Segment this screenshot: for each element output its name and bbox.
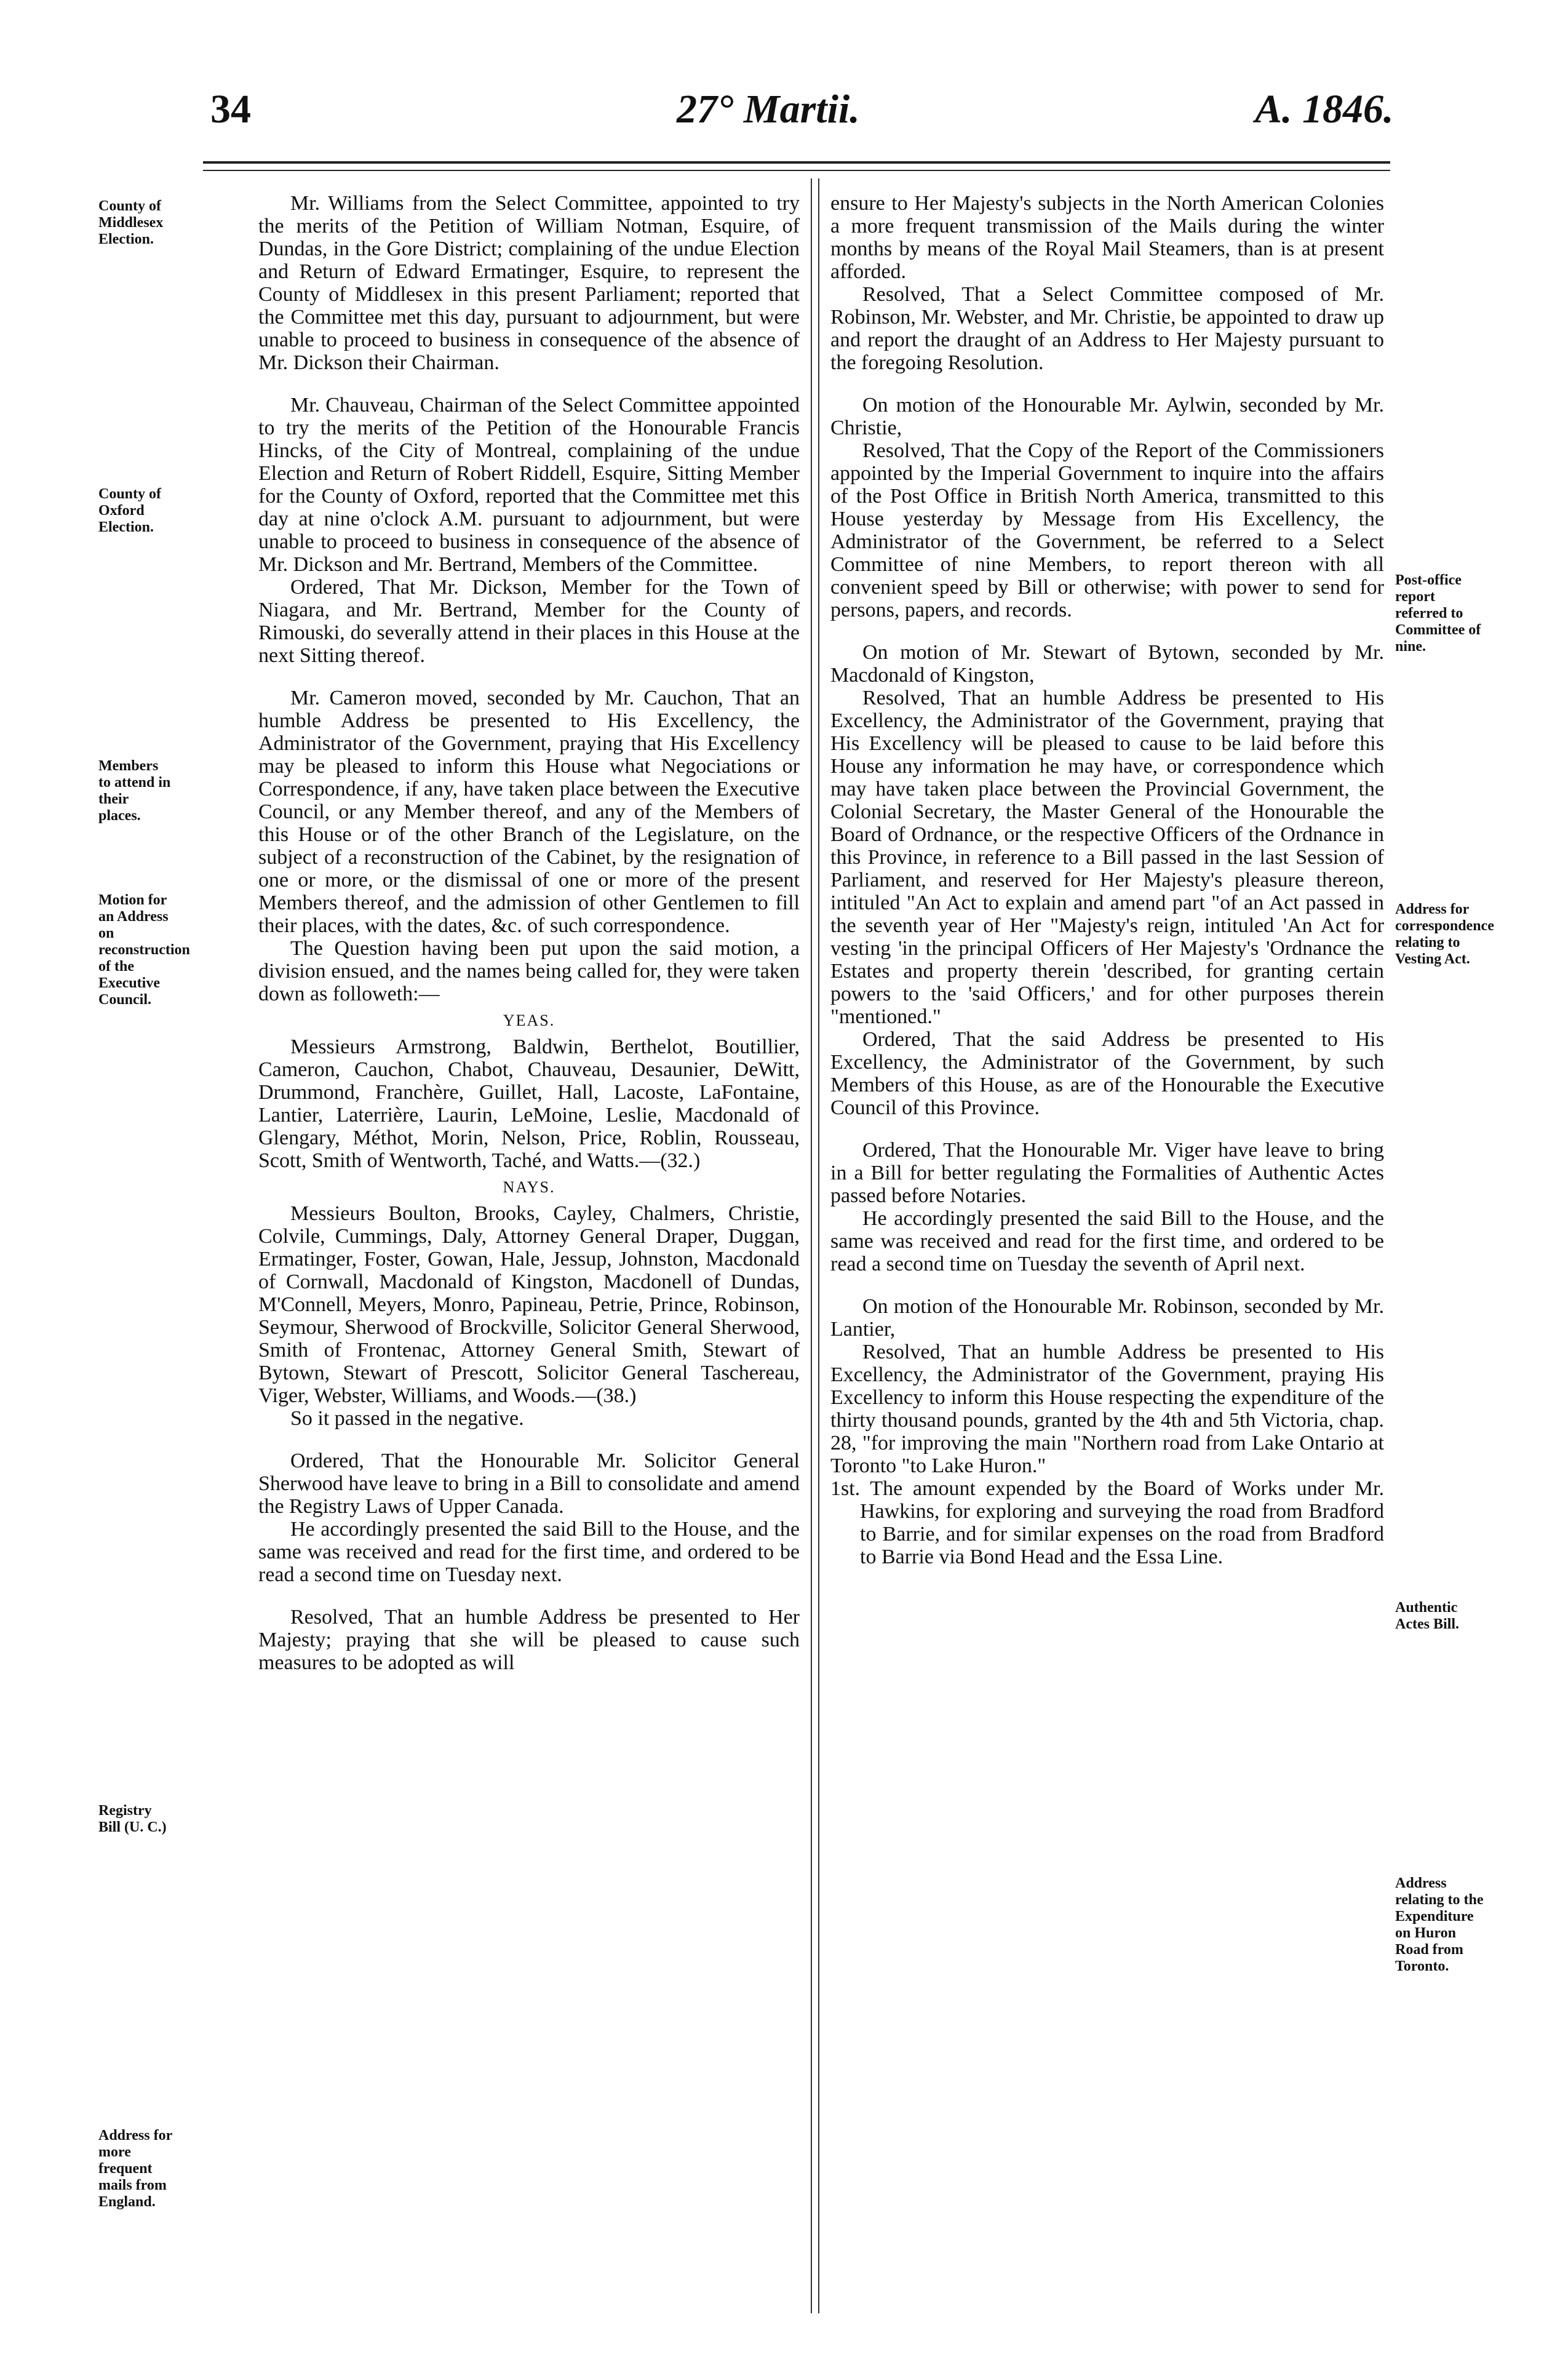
paragraph: Ordered, That the Honourable Mr. Solicitor General Sherwood have leave to bring in a Bill to consolidate and amend the Registry Laws of Upper Canada. (258, 1450, 800, 1518)
paragraph: 1st. The amount expended by the Board of Works under Mr. Hawkins, for exploring and surveying the road from Bradford to Barrie, and for similar expenses on the road from Bradford to Barrie via Bond Head and the Essa Line. (830, 1477, 1384, 1568)
paragraph: He accordingly presented the said Bill to the House, and the same was received and read for the first time, and ordered to be read a second time on Tuesday next. (258, 1518, 800, 1586)
nays-list: Messieurs Boulton, Brooks, Cayley, Chalmers, Christie, Colvile, Cummings, Daly, Attorney General Draper, Duggan, Ermatinger, Foster, Gowan, Hale, Jessup, Johnston, Macdonald of Cornwall, Macdonald of Kingston, Macdonell of Dundas, M'Connell, Meyers, Monro, Papineau, Petrie, Prince, Robinson, Seymour, Sherwood of Brockville, Solicitor General Sherwood, Smith of Frontenac, Attorney General Smith, Stewart of Bytown, Stewart of Prescott, Solicitor General Taschereau, Viger, Webster, Williams, and Woods.—(38.) (258, 1202, 800, 1407)
margin-note: Authentic Actes Bill. (1395, 1600, 1459, 1632)
yeas-list: Messieurs Armstrong, Baldwin, Berthelot, Boutillier, Cameron, Cauchon, Chabot, Chauveau, Desaunier, DeWitt, Drummond, Franchère, Guillet, Hall, Lacoste, LaFontaine, Lantier, Laterrière, Laurin, LeMoine, Leslie, Macdonald of Glengary, Méthot, Morin, Nelson, Price, Roblin, Rousseau, Scott, Smith of Wentworth, Taché, and Watts.—(32.) (258, 1035, 800, 1172)
margin-note: Address relating to the Expenditure on Huron Road from Toronto. (1395, 1875, 1484, 1974)
margin-note: Post-office report referred to Committee of nine. (1395, 572, 1481, 655)
header-rule-thin (203, 170, 1390, 171)
paragraph: On motion of the Honourable Mr. Robinson, seconded by Mr. Lantier, (830, 1295, 1384, 1341)
page-number: 34 (210, 87, 251, 132)
margin-note: Members to attend in their places. (98, 758, 171, 824)
paragraph: Ordered, That the said Address be presented to His Excellency, the Administrator of the Government, by such Members of this House, as are of the Honourable the Executive Council of this Province. (830, 1028, 1384, 1119)
paragraph: Resolved, That the Copy of the Report of the Commissioners appointed by the Imperial Government to inquire into the affairs of the Post Office in British North America, transmitted to this House yesterday by Message from His Excellency, the Administrator of the Government, be referred to a Select Committee of nine Members, to report thereon with all convenient speed by Bill or otherwise; with power to send for persons, papers, and records. (830, 439, 1384, 621)
paragraph: Mr. Chauveau, Chairman of the Select Committee appointed to try the merits of the Petition of the Honourable Francis Hincks, of the City of Montreal, complaining of the undue Election and Return of Robert Riddell, Esquire, Sitting Member for the County of Oxford, reported that the Committee met this day at nine o'clock A.M. pursuant to adjournment, but were unable to proceed to business in consequence of the absence of Mr. Dickson and Mr. Bertrand, Members of the Committee. (258, 394, 800, 576)
yeas-heading: YEAS. (503, 1011, 555, 1029)
margin-note: Address for more frequent mails from England. (98, 2128, 172, 2210)
margin-note: County of Oxford Election. (98, 486, 162, 535)
paragraph: Resolved, That an humble Address be presented to His Excellency, the Administrator of the Government, praying His Excellency to inform this House respecting the expenditure of the thirty thousand pounds, granted by the 4th and 5th Victoria, chap. 28, "for improving the main "Northern road from Lake Ontario at Toronto "to Lake Huron." (830, 1341, 1384, 1477)
paragraph: Resolved, That an humble Address be presented to Her Majesty; praying that she will be pleased to cause such measures to be adopted as will (258, 1606, 800, 1674)
paragraph: So it passed in the negative. (290, 1407, 524, 1430)
right-column (830, 192, 1384, 1568)
paragraph: Resolved, That an humble Address be presented to His Excellency, the Administrator of the Government, praying that His Excellency will be pleased to cause to be laid before this House any information he may have, or correspondence which may have taken place between the Provincial Government, the Colonial Secretary, the Master General of the Honourable the Board of Ordnance, or the respective Officers of the Ordnance in this Province, in reference to a Bill passed in the last Session of Parliament, and reserved for Her Majesty's pleasure thereon, intituled "An Act to explain and amend part "of an Act passed in the seventh year of Her "Majesty's reign, intituled 'An Act for vesting 'in the principal Officers of Her Majesty's 'Ordnance the Estates and property therein 'described, for granting certain powers to the 'said Officers,' and for other purposes therein "mentioned." (830, 687, 1384, 1028)
margin-note: County of Middlesex Election. (98, 198, 164, 247)
paragraph: ensure to Her Majesty's subjects in the North American Colonies a more frequent transmission of the Mails during the winter months by means of the Royal Mail Steamers, than is at present afforded. (830, 192, 1384, 283)
header-rule (203, 161, 1390, 164)
page-year: A. 1846. (1255, 87, 1394, 132)
paragraph: Mr. Williams from the Select Committee, appointed to try the merits of the Petition of William Notman, Esquire, of Dundas, in the Gore District; complaining of the undue Election and Return of Edward Ermatinger, Esquire, to represent the County of Middlesex in this present Parliament; reported that the Committee met this day, pursuant to adjournment, but were unable to proceed to business in consequence of the absence of Mr. Dickson their Chairman. (258, 192, 800, 374)
paragraph: Mr. Cameron moved, seconded by Mr. Cauchon, That an humble Address be presented to His Excellency, the Administrator of the Government, praying that His Excellency may be pleased to inform this House what Negociations or Correspondence, if any, have taken place between the Executive Council, or any Member thereof, and any of the Members of this House or of the other Branch of the Legislature, on the subject of a reconstruction of the Cabinet, by the resignation of one or more, or the dismissal of one or more of the present Members thereof, and the admission of other Gentlemen to fill their places, with the dates, &c. of such correspondence. (258, 687, 800, 937)
nays-heading: NAYS. (503, 1178, 555, 1196)
paragraph: On motion of the Honourable Mr. Aylwin, seconded by Mr. Christie, (830, 394, 1384, 439)
margin-note: Motion for an Address on reconstruction of the Executive Council. (98, 892, 190, 1008)
margin-note: Address for correspondence relating to Vesting Act. (1395, 901, 1494, 967)
left-column (258, 192, 800, 1674)
page-date: 27° Martii. (677, 87, 860, 132)
paragraph: Resolved, That a Select Committee composed of Mr. Robinson, Mr. Webster, and Mr. Christie, be appointed to draw up and report the draught of an Address to Her Majesty pursuant to the foregoing Resolution. (830, 283, 1384, 374)
paragraph: Ordered, That the Honourable Mr. Viger have leave to bring in a Bill for better regulating the Formalities of Authentic Actes passed before Notaries. (830, 1139, 1384, 1207)
column-divider (811, 178, 819, 2313)
paragraph: On motion of Mr. Stewart of Bytown, seconded by Mr. Macdonald of Kingston, (830, 641, 1384, 687)
paragraph: He accordingly presented the said Bill to the House, and the same was received and read for the first time, and ordered to be read a second time on Tuesday the seventh of April next. (830, 1207, 1384, 1275)
margin-note: Registry Bill (U. C.) (98, 1803, 167, 1835)
paragraph: The Question having been put upon the said motion, a division ensued, and the names being called for, they were taken down as followeth:— (258, 937, 800, 1005)
paragraph: Ordered, That Mr. Dickson, Member for the Town of Niagara, and Mr. Bertrand, Member for the County of Rimouski, do severally attend in their places in this House at the next Sitting thereof. (258, 576, 800, 667)
